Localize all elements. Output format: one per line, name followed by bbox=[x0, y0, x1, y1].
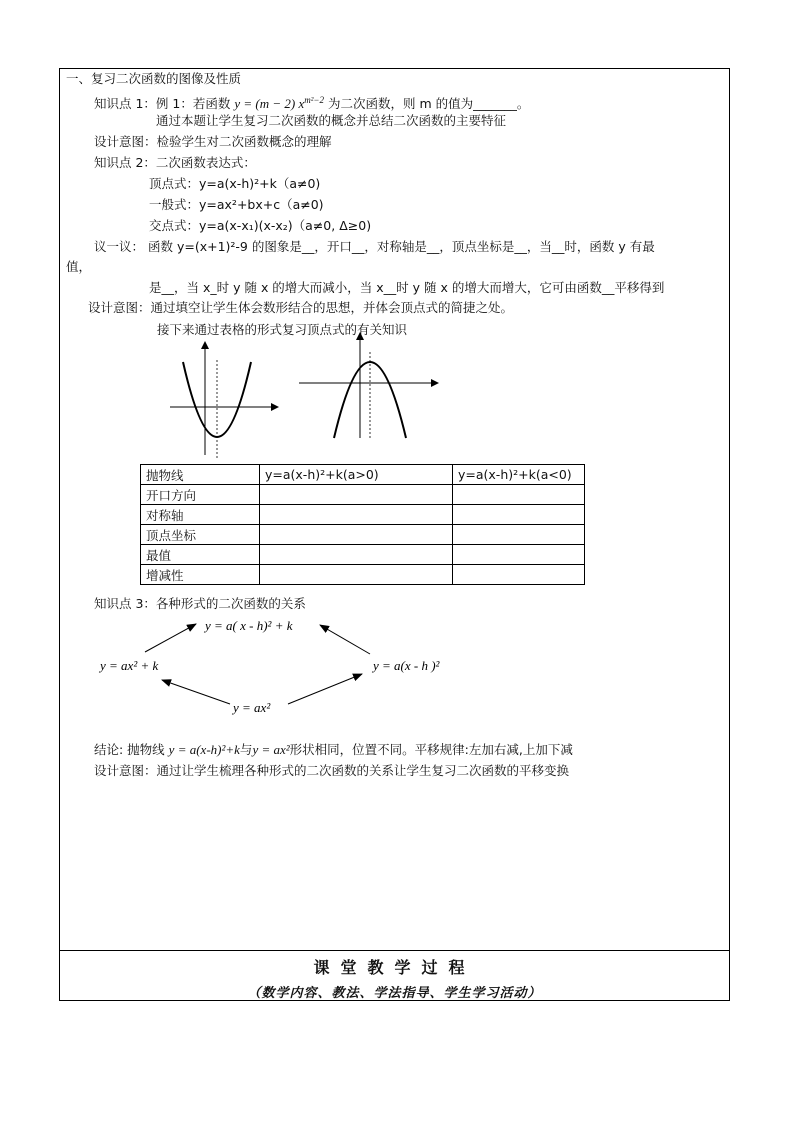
footer-divider bbox=[59, 950, 730, 951]
table-row-label: 顶点坐标 bbox=[141, 525, 260, 545]
table-cell bbox=[260, 545, 453, 565]
arrow-bottom-to-left bbox=[162, 680, 230, 704]
conclusion-mid: 与 bbox=[239, 742, 253, 757]
section-heading: 一、复习二次函数的图像及性质 bbox=[66, 71, 242, 86]
k1-suffix: 为二次函数，则 m 的值为_______。 bbox=[324, 96, 530, 112]
arrow-left-to-top bbox=[145, 624, 196, 652]
conclusion-formula-1: y = a(x-h)²+k bbox=[168, 742, 240, 757]
intercept-form-main: 交点式：y=a(x-x₁)(x-x₂)（a≠0, bbox=[149, 218, 340, 233]
vertex-form-table bbox=[140, 464, 585, 585]
diagram-bottom-formula: y = ax² bbox=[233, 700, 271, 715]
design-intent-1: 设计意图：检验学生对二次函数概念的理解 bbox=[94, 134, 332, 149]
diagram-right-formula: y = a(x - h )² bbox=[373, 658, 440, 673]
table-cell bbox=[453, 485, 585, 505]
footer-subtitle: （数学内容、教法、学法指导、学生学习活动） bbox=[247, 986, 542, 1001]
table-row bbox=[141, 505, 585, 525]
table-row-label: 最值 bbox=[141, 545, 260, 565]
table-row bbox=[141, 545, 585, 565]
intercept-form bbox=[149, 218, 371, 234]
table-row-label: 增减性 bbox=[141, 565, 260, 585]
table-row-label: 开口方向 bbox=[141, 485, 260, 505]
footer-title: 课堂教学过程 bbox=[313, 958, 476, 977]
general-form: 一般式：y=ax²+bx+c（a≠0) bbox=[149, 197, 324, 212]
vertex-form: 顶点式：y=a(x-h)²+k（a≠0) bbox=[149, 176, 321, 191]
table-cell bbox=[453, 525, 585, 545]
graph-upward-parabola bbox=[165, 340, 285, 460]
conclusion-formula-2: y = ax² bbox=[252, 742, 290, 757]
diagram-left-formula: y = ax² + k bbox=[100, 658, 159, 673]
k1-exponent: m²−2 bbox=[304, 95, 324, 105]
table-cell bbox=[260, 525, 453, 545]
design-intent-2: 设计意图：通过填空让学生体会数形结合的思想，并体会顶点式的简捷之处。 bbox=[88, 300, 514, 315]
table-row bbox=[141, 565, 585, 585]
table-row bbox=[141, 525, 585, 545]
intro-text: 通过本题让学生复习二次函数的概念并总结二次函数的主要特征 bbox=[156, 113, 507, 128]
design-intent-3: 设计意图：通过让学生梳理各种形式的二次函数的关系让学生复习二次函数的平移变换 bbox=[94, 763, 570, 778]
diagram-top-formula: y = a( x - h)² + k bbox=[205, 618, 293, 633]
knowledge-point-2: 知识点 2：二次函数表达式： bbox=[94, 155, 256, 170]
knowledge-point-3: 知识点 3：各种形式的二次函数的关系 bbox=[94, 596, 306, 611]
table-cell bbox=[260, 565, 453, 585]
discuss-line-1: 议一议： 函数 y=(x+1)²-9 的图象是__，开口__，对称轴是__，顶点坐标是__，当__时，函数 y 有最 bbox=[94, 239, 655, 254]
conclusion-prefix: 结论: 抛物线 bbox=[94, 742, 169, 757]
intercept-form-tail: Δ≥0) bbox=[339, 218, 372, 233]
knowledge-point-1 bbox=[94, 92, 529, 112]
table-cell bbox=[453, 565, 585, 585]
conclusion bbox=[94, 742, 573, 758]
arrow-right-to-top bbox=[320, 625, 370, 654]
table-cell bbox=[453, 545, 585, 565]
table-row bbox=[141, 485, 585, 505]
discuss-line-3: 是__，当 x_时 y 随 x 的增大而减小，当 x__时 y 随 x 的增大而增大，它可由函数__平移得到 bbox=[149, 280, 665, 295]
k1-prefix: 知识点 1：例 1：若函数 bbox=[94, 96, 235, 112]
table-header-cell: y=a(x-h)²+k(a>0) bbox=[260, 465, 453, 485]
table-cell bbox=[260, 485, 453, 505]
table-cell bbox=[260, 505, 453, 525]
table-header-row bbox=[141, 465, 585, 485]
table-row-label: 对称轴 bbox=[141, 505, 260, 525]
relationship-diagram bbox=[90, 612, 470, 722]
table-intro: 接下来通过表格的形式复习顶点式的有关知识 bbox=[157, 322, 408, 337]
table-cell bbox=[453, 505, 585, 525]
discuss-line-2: 值， bbox=[66, 259, 92, 274]
graph-downward-parabola bbox=[296, 330, 446, 440]
table-header-cell: 抛物线 bbox=[141, 465, 260, 485]
conclusion-suffix: 形状相同，位置不同。平移规律:左加右减,上加下减 bbox=[289, 742, 573, 757]
k1-formula: y = (m − 2) x bbox=[234, 96, 305, 112]
table-header-cell: y=a(x-h)²+k(a<0) bbox=[453, 465, 585, 485]
arrow-bottom-to-right bbox=[288, 674, 362, 704]
